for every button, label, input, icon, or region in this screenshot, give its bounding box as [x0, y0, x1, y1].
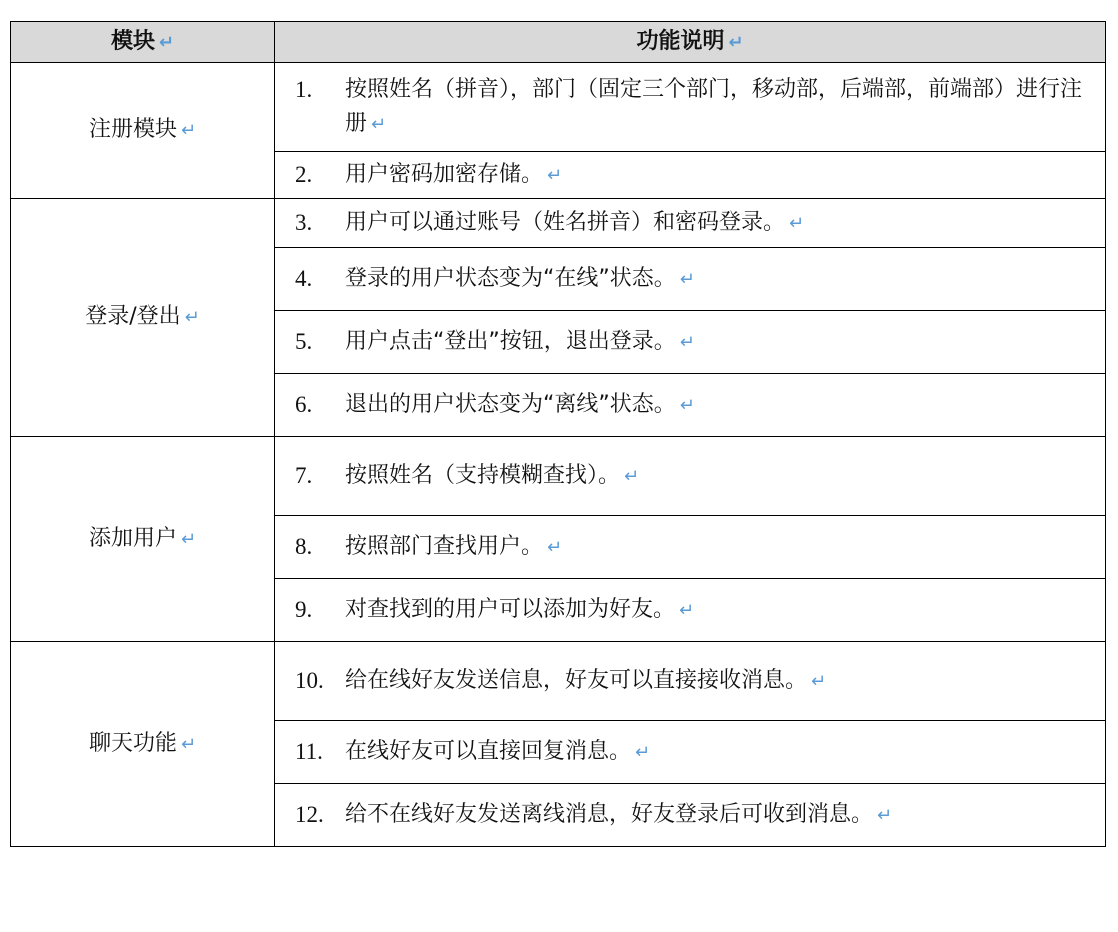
- function-table: [10, 21, 1106, 847]
- header-function: 功能说明 ↵: [275, 22, 1106, 63]
- item-number: 4.: [295, 265, 313, 291]
- item-text-content: 用户密码加密存储。: [345, 161, 544, 187]
- table-row: [11, 63, 1106, 152]
- paragraph-mark-icon: ↵: [679, 268, 695, 290]
- paragraph-mark-icon: ↵: [635, 741, 651, 763]
- function-cell: [275, 63, 1106, 152]
- paragraph-mark-icon: ↵: [547, 164, 563, 186]
- table-body: [11, 63, 1106, 847]
- header-row: [11, 22, 1106, 63]
- item-text-content: 用户点击“登出”按钮，退出登录。: [345, 328, 676, 354]
- function-cell: [275, 311, 1106, 374]
- item-text: [345, 593, 1093, 628]
- paragraph-mark-icon: ↵: [180, 733, 197, 755]
- list-item: [275, 325, 1105, 360]
- item-number: 2.: [295, 161, 313, 187]
- header-module: 模块 ↵: [11, 22, 275, 63]
- list-item: [275, 388, 1105, 423]
- item-text-content: 按照部门查找用户。: [345, 533, 544, 559]
- list-item: [275, 206, 1105, 241]
- function-cell: [275, 721, 1106, 784]
- item-text: [345, 325, 1093, 360]
- paragraph-mark-icon: ↵: [547, 536, 563, 558]
- item-number: 3.: [295, 209, 313, 235]
- list-item: [275, 73, 1105, 142]
- item-text: [345, 73, 1093, 142]
- item-number: 9.: [295, 596, 313, 622]
- item-text-content: 给不在线好友发送离线消息，好友登录后可收到消息。: [345, 801, 874, 827]
- item-text: [345, 798, 1093, 833]
- list-item: [275, 459, 1105, 494]
- module-name: 登录/登出: [85, 304, 181, 329]
- table-row: [11, 199, 1106, 248]
- list-item: [275, 798, 1105, 833]
- list-item: [275, 664, 1105, 699]
- item-text-content: 用户可以通过账号（姓名拼音）和密码登录。: [345, 209, 786, 235]
- function-cell: [275, 437, 1106, 516]
- paragraph-mark-icon: ↵: [180, 120, 197, 141]
- function-cell: [275, 199, 1106, 248]
- item-number: 11.: [295, 738, 323, 764]
- function-cell: [275, 516, 1106, 579]
- item-text-content: 登录的用户状态变为“在线”状态。: [345, 265, 676, 291]
- list-item: [275, 593, 1105, 628]
- paragraph-mark-icon: ↵: [624, 465, 640, 487]
- item-text-content: 给在线好友发送信息，好友可以直接接收消息。: [345, 667, 808, 693]
- item-number: 6.: [295, 391, 313, 417]
- item-text: [345, 664, 1093, 699]
- item-number: 7.: [295, 462, 313, 488]
- function-cell: [275, 152, 1106, 199]
- function-cell: [275, 784, 1106, 847]
- item-text-content: 按照姓名（拼音），部门（固定三个部门，移动部，后端部，前端部）进行注册: [345, 76, 1083, 136]
- paragraph-mark-icon: ↵: [679, 599, 695, 621]
- item-text: [345, 735, 1093, 770]
- list-item: [275, 158, 1105, 193]
- table-row: [11, 437, 1106, 516]
- list-item: [275, 262, 1105, 297]
- function-cell: [275, 642, 1106, 721]
- item-text: [345, 158, 1093, 193]
- item-number: 1.: [295, 76, 313, 102]
- function-cell: [275, 579, 1106, 642]
- item-number: 10.: [295, 667, 324, 693]
- item-text: [345, 459, 1093, 494]
- module-name: 聊天功能: [88, 730, 177, 756]
- paragraph-mark-icon: ↵: [877, 804, 893, 826]
- paragraph-mark-icon: ↵: [679, 331, 695, 353]
- paragraph-mark-icon: ↵: [180, 528, 197, 550]
- module-cell: [11, 437, 275, 642]
- paragraph-mark-icon: ↵: [789, 212, 805, 234]
- item-text: [345, 262, 1093, 297]
- item-text-content: 对查找到的用户可以添加为好友。: [345, 596, 676, 622]
- module-cell: [11, 63, 275, 199]
- item-number: 5.: [295, 328, 313, 354]
- module-name: 添加用户: [88, 525, 177, 551]
- list-item: [275, 530, 1105, 565]
- list-item: [275, 735, 1105, 770]
- module-cell: [11, 642, 275, 847]
- module-name: 注册模块: [88, 117, 177, 142]
- item-text: [345, 530, 1093, 565]
- table-row: [11, 642, 1106, 721]
- paragraph-mark-icon: ↵: [811, 670, 827, 692]
- paragraph-mark-icon: ↵: [371, 113, 387, 135]
- function-cell: [275, 374, 1106, 437]
- item-number: 8.: [295, 533, 313, 559]
- module-cell: [11, 199, 275, 437]
- item-text-content: 在线好友可以直接回复消息。: [345, 738, 632, 764]
- item-text-content: 退出的用户状态变为“离线”状态。: [345, 391, 676, 417]
- item-text: [345, 206, 1093, 241]
- function-cell: [275, 248, 1106, 311]
- item-text-content: 按照姓名（支持模糊查找）。: [345, 462, 621, 488]
- paragraph-mark-icon: ↵: [679, 394, 695, 416]
- paragraph-mark-icon: ↵: [184, 307, 200, 328]
- item-number: 12.: [295, 801, 324, 827]
- item-text: [345, 388, 1093, 423]
